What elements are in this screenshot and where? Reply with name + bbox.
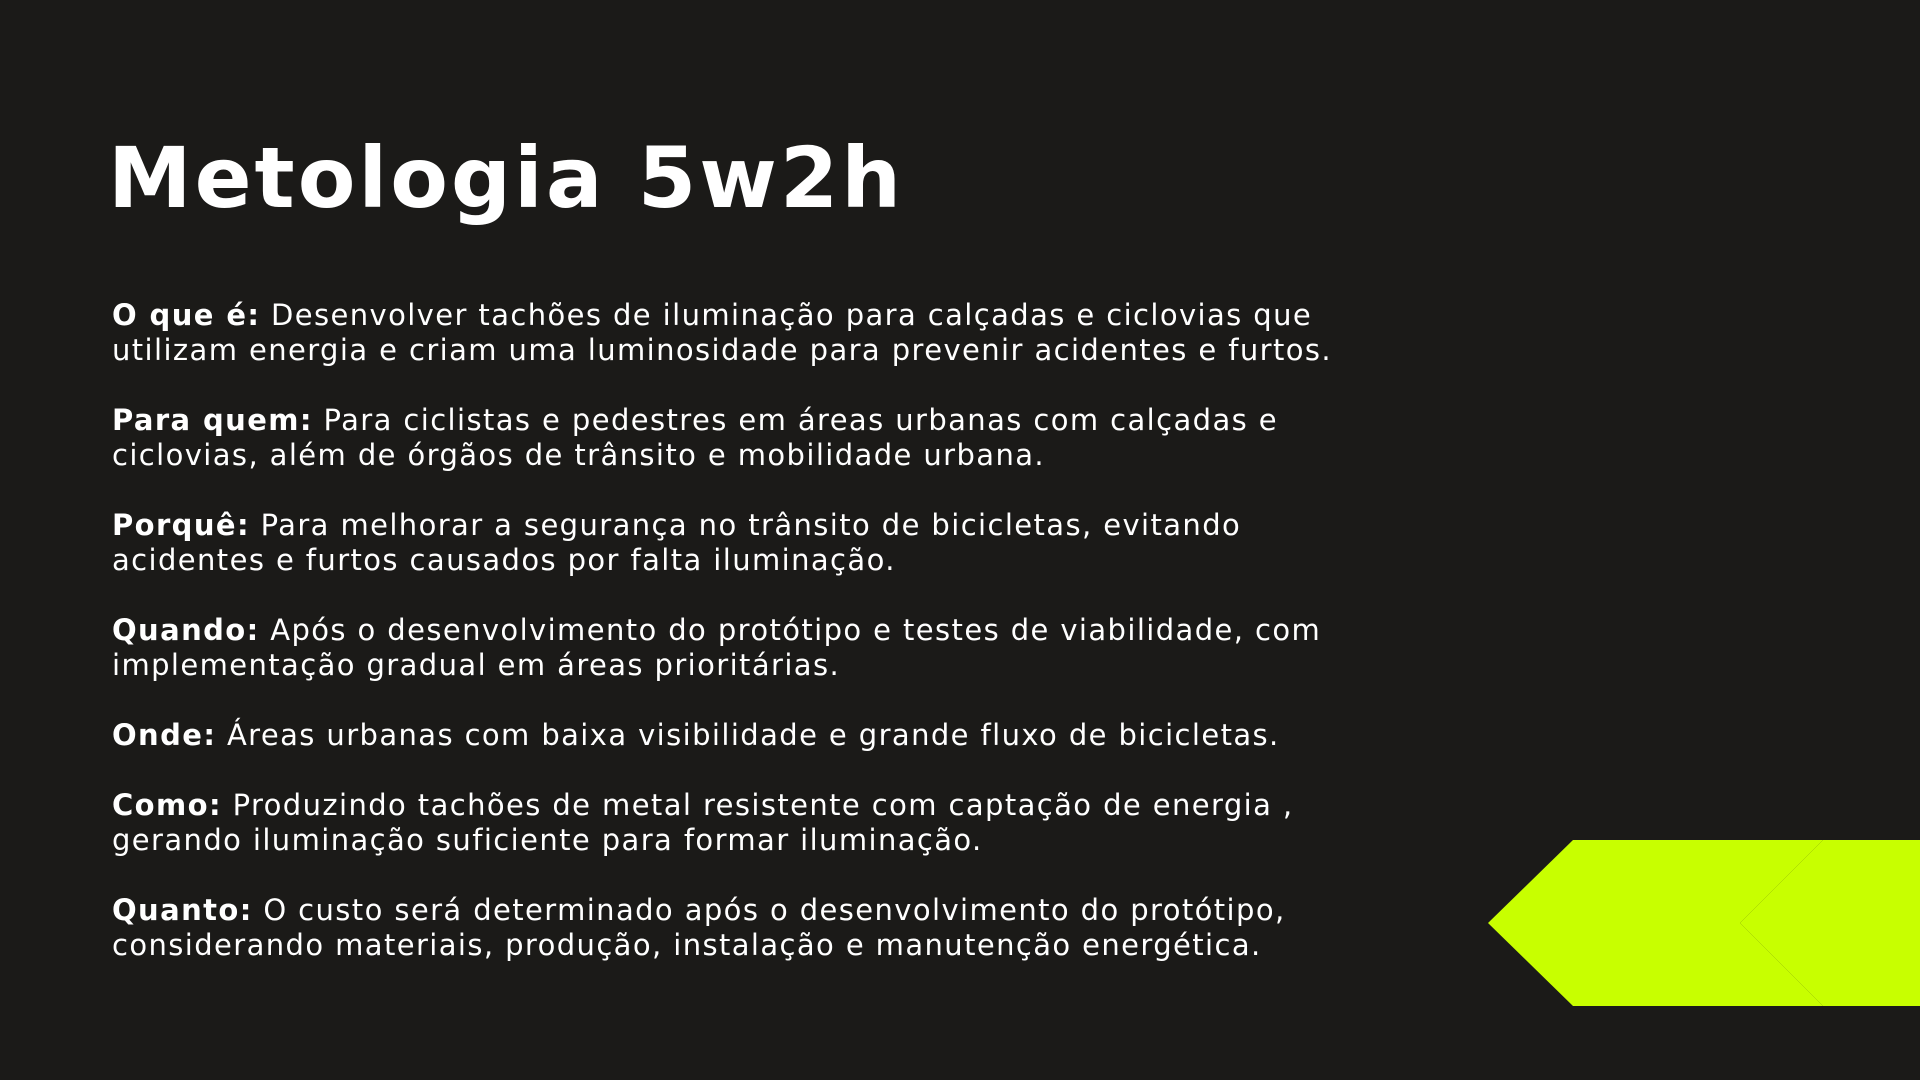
item-label: Quando:: [112, 613, 260, 647]
item-label: Porquê:: [112, 508, 250, 542]
list-item-how-much: [112, 893, 1402, 963]
item-text: Desenvolver tachões de iluminação para calçadas e ciclovias que utilizam energia e criam uma luminosidade para prevenir acidentes e furtos.: [112, 298, 1332, 367]
chevron-shapes: [1488, 840, 1920, 1006]
list-item-when: [112, 613, 1402, 683]
item-text: Para melhorar a segurança no trânsito de bicicletas, evitando acidentes e furtos causados por falta iluminação.: [112, 508, 1242, 577]
list-item-why: [112, 508, 1402, 578]
list-item-how: [112, 788, 1402, 858]
item-text: Áreas urbanas com baixa visibilidade e grande fluxo de bicicletas.: [216, 718, 1280, 752]
item-label: O que é:: [112, 298, 261, 332]
item-label: Quanto:: [112, 893, 253, 927]
item-text: Para ciclistas e pedestres em áreas urbanas com calçadas e ciclovias, além de órgãos de trânsito e mobilidade urbana.: [112, 403, 1278, 472]
item-text: Produzindo tachões de metal resistente com captação de energia , gerando iluminação suficiente para formar iluminação.: [112, 788, 1294, 857]
slide-title: Metologia 5w2h: [108, 129, 905, 227]
list-item-where: [112, 718, 1402, 753]
item-label: Para quem:: [112, 403, 313, 437]
item-text: O custo será determinado após o desenvolvimento do protótipo, considerando materiais, produção, instalação e manutenção energética.: [112, 893, 1286, 962]
list-item-who: [112, 403, 1402, 473]
list-item-what: [112, 298, 1402, 368]
item-text: Após o desenvolvimento do protótipo e testes de viabilidade, com implementação gradual em áreas prioritárias.: [112, 613, 1322, 682]
item-label: Onde:: [112, 718, 217, 752]
item-label: Como:: [112, 788, 222, 822]
chevron-arrows-left-icon: [1488, 840, 1920, 1006]
five-w-two-h-list: [112, 298, 1402, 998]
